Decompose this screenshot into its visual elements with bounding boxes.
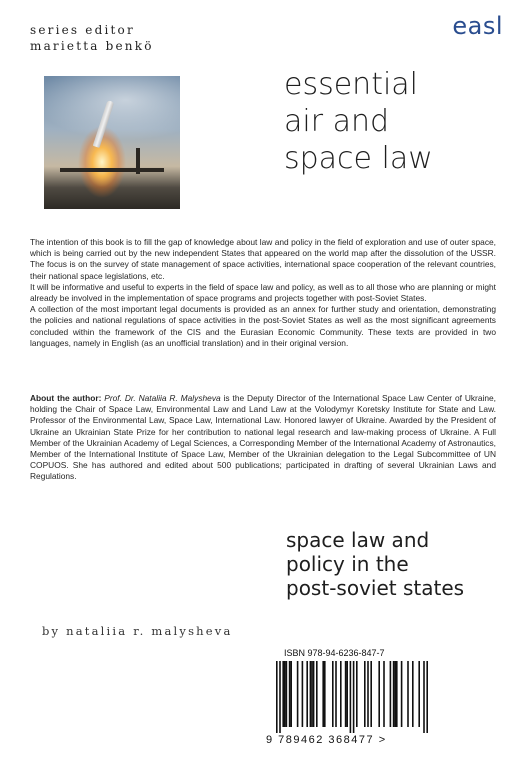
barcode-bar [289, 661, 291, 727]
barcode-bar [345, 661, 347, 727]
author-bio-label: About the author: [30, 393, 102, 403]
barcode-bar [332, 661, 334, 727]
barcode-bar [390, 661, 392, 727]
launch-tower-shape [136, 148, 140, 174]
barcode-bar [394, 661, 396, 727]
series-editor-name: marietta benkö [30, 39, 154, 53]
barcode-bar [356, 661, 358, 727]
barcode-bars [268, 661, 430, 733]
isbn-label: ISBN 978-94-6236-847-7 [284, 648, 385, 658]
barcode-bar [297, 661, 299, 727]
series-title-line: air and [284, 104, 390, 139]
barcode-bar [279, 661, 281, 733]
barcode-bar [286, 661, 288, 727]
barcode-bar [310, 661, 312, 727]
barcode-bar [284, 661, 286, 727]
book-title-line: post-soviet states [286, 576, 465, 600]
series-title-line: essential [284, 67, 419, 102]
series-title-line: space law [284, 141, 433, 176]
description-paragraph: A collection of the most important legal documents is provided as an annex for further study and orientation, demonstrating the policies and national regulations of space activities in the post-Soviet States as well as the most significant agreements concluded within the framework of the CIS and the Eurasian Economic Community. These texts are provided in two languages, namely in English (as an unofficial translation) and in their original version. [30, 304, 496, 348]
publisher-logo: easl [452, 12, 503, 40]
author-name: Prof. Dr. Nataliia R. Malysheva [104, 393, 221, 403]
book-title [286, 528, 464, 600]
series-editor [30, 22, 154, 54]
barcode-bar [412, 661, 414, 727]
barcode-bar [383, 661, 385, 727]
barcode-bar [396, 661, 398, 727]
description-paragraph: It will be informative and useful to experts in the field of space law and policy, as well as to all those who are planning or might already be involved in the implementation of space programs and projects together with post-Soviet States. [30, 281, 496, 304]
barcode-bar [378, 661, 380, 727]
barcode-bar [302, 661, 304, 727]
launch-pad-shape [60, 168, 164, 172]
barcode-bar [324, 661, 326, 727]
barcode-bar [350, 661, 352, 733]
barcode-bar [313, 661, 315, 727]
barcode-bar [322, 661, 324, 727]
barcode-bar [311, 661, 313, 727]
barcode-bar [426, 661, 428, 733]
description-paragraph: The intention of this book is to fill the gap of knowledge about law and policy in the field of exploration and use of outer space, which is being carried out by the new independent States that appeared on the world map after the dissolution of the USSR. The focus is on the survey of state management of space activities, international space cooperation of the relevant countries, their national space legislations, etc. [30, 237, 496, 281]
author-bio-text: is the Deputy Director of the International Space Law Center of Ukraine, holding the Chair of Space Law, Environmental Law and Land Law at the Volodymyr Koretsky Institute for State and Law. Professor of the Environmental Law, Space Law, International Law. Honored lawyer of Ukraine. Awarded by the President of Ukraine an Ukrainian State Prize for her contribution to national legal research and law-making process of Ukraine. A Full Member of the Ukrainian Academy of Legal Sciences, a Corresponding Member of the International Academy of Astronautics, Member of the International Institute of Space Law, Member of the Ukrainian delegation to the Legal Subcommittee of UN COPUOS. She has authored and edited about 500 publications; participated in drafting of several Ukrainian Laws and Regulations. [30, 393, 497, 482]
series-editor-label: series editor [30, 23, 135, 37]
barcode-bar [370, 661, 372, 727]
rocket-launch-photo [44, 76, 180, 209]
barcode-bar [290, 661, 292, 727]
author-bio [30, 393, 496, 483]
barcode-bar [282, 661, 284, 727]
barcode-bar [276, 661, 278, 733]
barcode-bar [306, 661, 308, 727]
barcode-bar [407, 661, 409, 727]
barcode-digits: 9 789462 368477 > [266, 734, 387, 746]
book-description [30, 237, 496, 349]
book-title-line: policy in the [286, 552, 409, 576]
barcode-bar [401, 661, 403, 727]
barcode-bar [393, 661, 395, 727]
barcode-bar [367, 661, 369, 727]
barcode-bar [418, 661, 420, 727]
rocket-shape [93, 100, 114, 148]
book-title-line: space law and [286, 528, 430, 552]
barcode-bar [346, 661, 348, 727]
barcode-bar [353, 661, 355, 733]
barcode-bar [316, 661, 318, 727]
series-title [284, 66, 433, 177]
barcode-bar [335, 661, 337, 727]
barcode-bar [340, 661, 342, 727]
author-byline: by nataliia r. malysheva [42, 624, 233, 638]
barcode-bar [423, 661, 425, 733]
barcode-bar [364, 661, 366, 727]
